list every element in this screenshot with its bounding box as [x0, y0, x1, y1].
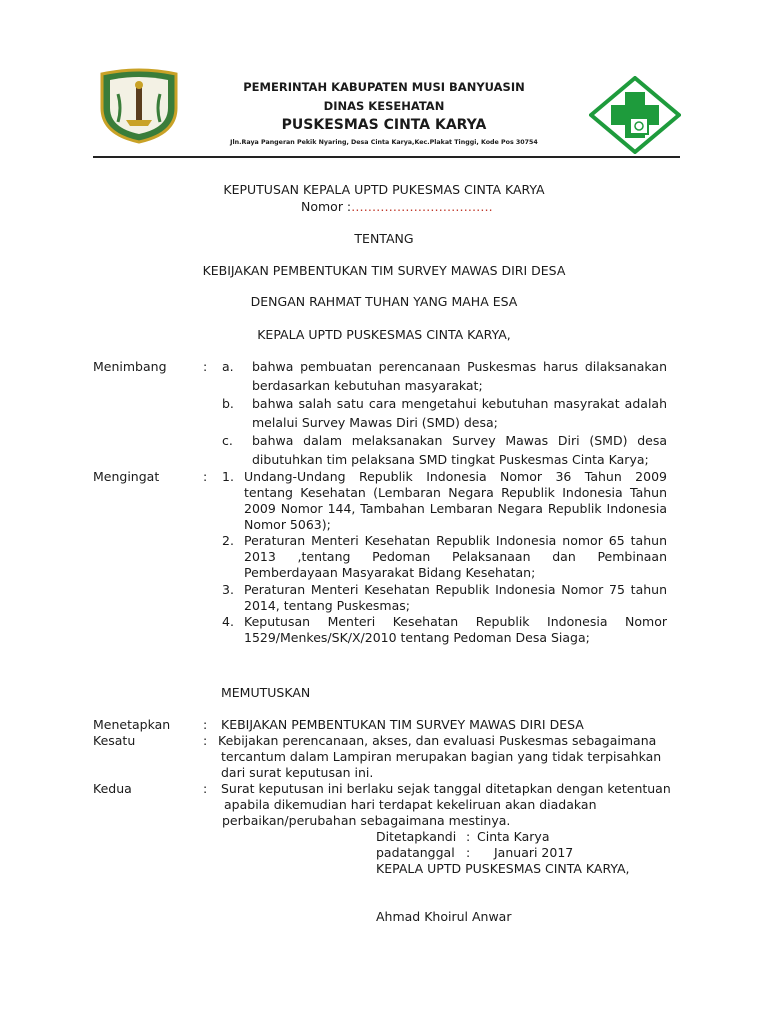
mengingat-1-line1: Undang-Undang Republik Indonesia Nomor 36 Tahun 2009 [244, 469, 667, 484]
menimbang-mark-c: c. [222, 433, 233, 448]
mengingat-mark-3: 3. [222, 582, 234, 597]
menetapkan-colon: : [203, 717, 208, 732]
place-label: Ditetapkandi [376, 829, 457, 844]
number-value: ……………………………. [351, 199, 493, 214]
kesatu-label: Kesatu [93, 733, 136, 748]
date-separator: : [466, 845, 471, 860]
place-value: Cinta Karya [477, 829, 550, 844]
decree-subject: KEBIJAKAN PEMBENTUKAN TIM SURVEY MAWAS DIRI DESA [202, 263, 566, 278]
kedua-line1: Surat keputusan ini berlaku sejak tanggal ditetapkan dengan ketentuan [221, 781, 671, 796]
memutuskan-heading: MEMUTUSKAN [221, 685, 311, 700]
menetapkan-label: Menetapkan [93, 717, 171, 732]
menimbang-colon: : [203, 359, 208, 374]
about-heading: TENTANG [354, 231, 414, 246]
mengingat-4-line1: Keputusan Menteri Kesehatan Republik Indonesia Nomor [244, 614, 667, 629]
number-label: Nomor : [301, 199, 352, 214]
kesatu-line2: tercantum dalam Lampiran merupakan bagian yang tidak terpisahkan [221, 749, 662, 764]
mengingat-2-line2: 2013 ,tentang Pedoman Pelaksanaan dan Pembinaan [244, 549, 667, 564]
mengingat-1-line2: tentang Kesehatan (Lembaran Negara Republik Indonesia Tahun [244, 485, 667, 500]
grace-formula: DENGAN RAHMAT TUHAN YANG MAHA ESA [250, 294, 518, 309]
issuer-heading: KEPALA UPTD PUSKESMAS CINTA KARYA, [257, 327, 511, 342]
letterhead-office: DINAS KESEHATAN [323, 99, 445, 113]
menetapkan-text: KEBIJAKAN PEMBENTUKAN TIM SURVEY MAWAS DIRI DESA [221, 717, 584, 732]
letterhead-address: Jln.Raya Pangeran Pekik Nyaring, Desa Cinta Karya,Kec.Plakat Tinggi, Kode Pos 30754 [230, 139, 538, 146]
date-label: padatanggal [376, 845, 455, 860]
mengingat-2-line1: Peraturan Menteri Kesehatan Republik Indonesia nomor 65 tahun [244, 533, 667, 548]
menimbang-mark-a: a. [222, 359, 234, 374]
menimbang-c-line1: bahwa dalam melaksanakan Survey Mawas Diri (SMD) desa [252, 433, 667, 448]
kedua-line3: perbaikan/perubahan sebagaimana mestinya. [222, 813, 511, 828]
letterhead-divider [93, 156, 680, 158]
menimbang-b-line1: bahwa salah satu cara mengetahui kebutuhan masyrakat adalah [252, 396, 667, 411]
place-separator: : [466, 829, 471, 844]
kedua-line2: apabila dikemudian hari terdapat kekeliruan akan diadakan [224, 797, 597, 812]
kesatu-colon: : [203, 733, 208, 748]
signatory-position: KEPALA UPTD PUSKESMAS CINTA KARYA, [376, 861, 630, 876]
kedua-label: Kedua [93, 781, 132, 796]
decree-title: KEPUTUSAN KEPALA UPTD PUKESMAS CINTA KARYA [223, 182, 545, 197]
signatory-name: Ahmad Khoirul Anwar [376, 909, 512, 924]
decree-number [301, 199, 493, 214]
mengingat-3-line2: 2014, tentang Puskesmas; [244, 598, 410, 613]
mengingat-label: Mengingat [93, 469, 160, 484]
mengingat-mark-2: 2. [222, 533, 234, 548]
menimbang-label: Menimbang [93, 359, 167, 374]
kesatu-line3: dari surat keputusan ini. [221, 765, 374, 780]
menimbang-mark-b: b. [222, 396, 234, 411]
mengingat-4-line2: 1529/Menkes/SK/X/2010 tentang Pedoman Desa Siaga; [244, 630, 590, 645]
menimbang-a-line2: berdasarkan kebutuhan masyarakat; [252, 378, 483, 393]
menimbang-a-line1: bahwa pembuatan perencanaan Puskesmas harus dilaksanakan [252, 359, 667, 374]
mengingat-colon: : [203, 469, 208, 484]
letterhead-government: PEMERINTAH KABUPATEN MUSI BANYUASIN [243, 80, 525, 94]
mengingat-mark-1: 1. [222, 469, 234, 484]
mengingat-mark-4: 4. [222, 614, 234, 629]
mengingat-2-line3: Pemberdayaan Masyarakat Bidang Kesehatan; [244, 565, 536, 580]
date-value: Januari 2017 [494, 845, 574, 860]
menimbang-b-line2: melalui Survey Mawas Diri (SMD) desa; [252, 415, 498, 430]
mengingat-1-line3: 2009 Nomor 144, Tambahan Lembaran Negara Republik Indonesia [244, 501, 667, 516]
letterhead-puskesmas: PUSKESMAS CINTA KARYA [281, 117, 487, 133]
kesatu-line1: Kebijakan perencanaan, akses, dan evaluasi Puskesmas sebagaimana [218, 733, 657, 748]
mengingat-1-line4: Nomor 5063); [244, 517, 331, 532]
mengingat-3-line1: Peraturan Menteri Kesehatan Republik Indonesia Nomor 75 tahun [244, 582, 667, 597]
kedua-colon: : [203, 781, 208, 796]
menimbang-c-line2: dibutuhkan tim pelaksana SMD tingkat Puskesmas Cinta Karya; [252, 452, 649, 467]
